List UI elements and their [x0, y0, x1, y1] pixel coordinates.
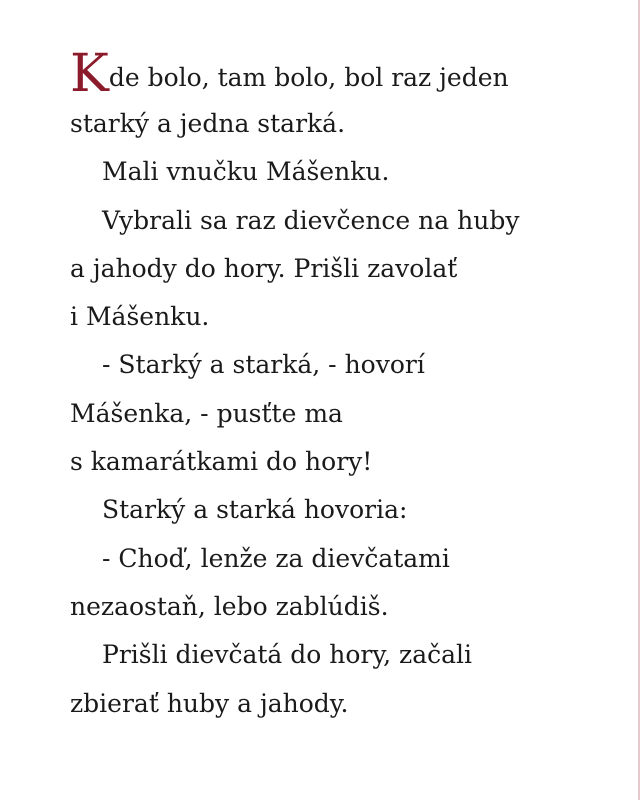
- story-text: [70, 44, 610, 728]
- story-lines: [70, 100, 610, 728]
- story-line: Vybrali sa raz dievčence na huby: [102, 205, 520, 235]
- story-line: starký a jedna starká.: [70, 109, 346, 138]
- story-line: Starký a starká hovoria:: [102, 495, 408, 525]
- story-line: Prišli dievčatá do hory, začali: [102, 640, 473, 670]
- story-line: - Starký a starká, - hovorí: [102, 350, 425, 380]
- story-line: Mali vnučku Mášenku.: [102, 157, 390, 187]
- story-line: s kamarátkami do hory!: [70, 447, 373, 477]
- story-line: - Choď, lenže za dievčatami: [102, 543, 450, 573]
- story-line: Mášenka, - pusťte ma: [70, 398, 343, 428]
- story-line: zbierať huby a jahody.: [70, 688, 349, 718]
- story-first-line: [70, 44, 610, 104]
- drop-cap: K: [70, 44, 109, 104]
- story-line: i Mášenku.: [70, 302, 210, 332]
- story-line: nezaostaň, lebo zablúdiš.: [70, 591, 389, 621]
- story-line: a jahody do hory. Prišli zavolať: [70, 253, 458, 283]
- first-line-text: de bolo, tam bolo, bol raz jeden: [108, 63, 509, 92]
